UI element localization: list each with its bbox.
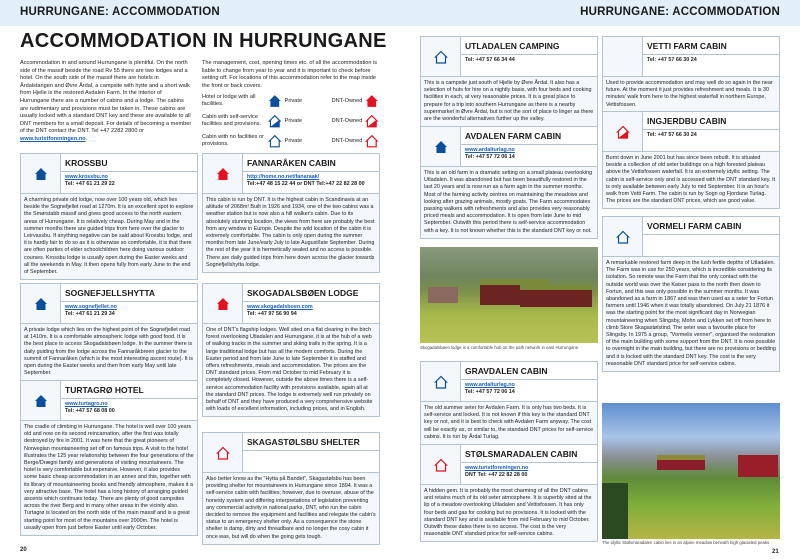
entry-name: UTLADALEN CAMPING [461,37,597,55]
entry-avdalen [420,126,598,239]
legend-row-full [202,91,382,111]
entry-link[interactable]: www.turtagro.no [65,401,108,407]
house-full-private-icon [268,94,282,108]
legend-row-empty [202,131,382,151]
house-empty-dnt-icon [203,433,243,472]
house-empty-dnt-icon [365,134,379,148]
entry-skogadalsboen [202,283,380,417]
entry-tel: Tel:+47 48 15 22 44 or DNT Tel:+47 22 82 28 00 [247,181,365,187]
legend-label: Cabin with no facilities or provisions. [202,134,264,147]
entry-stolsmaradalen [420,444,598,542]
entry-name: AVDALEN FARM CABIN [461,127,597,145]
entry-name: VORMELI FARM CABIN [643,217,779,235]
house-full-private-icon [21,154,61,193]
entry-name: SOGNEFJELLSHYTTA [61,284,197,302]
house-full-dnt-icon [203,284,243,323]
intro-link[interactable]: www.turistforeningen.no [20,135,86,142]
intro-text: Accommodation in and around Hurrungane is plentiful. On the north side of the massif beside the road Rv 55 there are two lodges and a hotel. On the south side of the massif there are hotels in Årdalstangen and Øvre Årdal, a campsite with hytte and a short walk from Hjelle is the restored Avdalen Farm. In the interior of Hurrungane there are a number of cabins and a lodge. The cabins are rudimentary and provisions must be taken in. These cabins are usually locked with a standard DNT key and these are available to all DNT members for a small deposit. For details of becoming a member of the DNT contact the DNT. Tel +47 2282 2800 or [20,60,192,135]
photo-caption: Skogadalsbøen lodge is a comfortable hub on the path network in east Hurrungane. [420,345,580,350]
entry-name: INGJERDBU CABIN [643,112,779,130]
running-header-right [400,0,800,26]
entry-gravdalen [420,361,598,445]
entry-description: A remarkable restored farm deep in the lush fertile depths of Utladalen. The Farm was in use for 250 years, which is incredible considering its isolation. So remote was the Farm that the only contact with the outside world was over the Kaiser pass to the north then down to Fortun, and this was only possible in the summer months. It was abandoned as a farm in 1867 and was then used as a seter for Fortun farmers until 1946 when it was totally abandoned. On July 21 1876 it was the starting point for the most significant day in Norwegian mountaineering when Slingsby, Mohn and Lykken set off from here to climb Store Skagastølstind. The seter was a favourite place for Slingsby. In 1975 a group, "Vormelis venner", organised the restoration of the main building with some support from the DNT. It is now possible to overnight in the main building, but there are no provisions or bedding and it is locked with the standard DNT key. The cost is the very reasonable DNT standard price for self-service cabins. [606,260,776,367]
legend-private: Private [284,97,303,104]
entry-name: VETTI FARM CABIN [643,37,779,55]
entry-tel: DNT Tel: +47 22 82 28 00 [465,472,528,478]
entry-description: One of DNT's flagship lodges. Well sited on a flat clearing in the birch forest overlooking Utladalen and Hurrungane, it is at the hub of a web of walking tracks in the summer and skiing trails in the spring. It is a large traditional lodge but has all the modern comforts. During the Easter period and from late June to late September it is staffed and offers refreshments, meals and accommodation. The prices are the DNT standard prices. From mid October to mid February it is completely closed. However, outside the above times there is a self-service accommodation facility with provisions available, again all at the standard DNT prices. The lodge is extremely well run privately on behalf of DNT and they have produced a very comprehensive website with loads of excellent information, including prices, and in English. [206,327,373,413]
intro-column-2 [202,60,382,90]
house-empty-dnt-icon [421,445,461,484]
entry-link[interactable]: www.krossbu.no [65,174,108,180]
house-full-private-icon [421,127,461,166]
entry-krossbu [20,153,198,280]
entry-description: A private lodge which lies on the highest point of the Sognefjellet road at 1410m. It is a comfortable atmospheric lodge with good food. It is the best place to access Skogadalsbøen lodge. In the summer there is daily guiding from the lodge across the Fannaråkbreen glacier to the summit of Fannaråken (which is the most interesting ascent route). It is open during the Easter weeks and then from early May until late September. [24,327,193,377]
entry-tel: Tel: +47 57 66 30 24 [647,57,697,63]
house-full-dnt-icon [203,154,243,193]
entry-name: GRAVDALEN CABIN [461,362,597,380]
entry-link[interactable]: www.turistforeningen.no [465,465,529,471]
legend-dnt: DNT-Owned [331,117,363,124]
entry-tel: Tel: +47 57 66 30 24 [647,132,697,138]
legend-label: Cabin with self-service facilities and provisions. [202,114,262,127]
house-empty-private-icon [268,134,282,148]
entry-tel: Tel: +47 57 72 06 14 [465,154,515,160]
legend-private: Private [284,137,303,144]
entry-tel: Tel: +47 61 21 29 22 [65,181,115,187]
entry-tel: Tel: +47 57 66 34 44 [465,57,515,63]
entry-description: The old summer seter for Avdalen Farm. It is only has two beds. It is self-service and locked. It is not known if this key is the standard DNT key or not, and it is best to check with Avdalen Farm anyway. The cost will be exactly as, or similar to, the standard DNT prices for self-service cabins. It is run by Årdal Turlag. [424,405,594,440]
entry-link[interactable]: www.sognefjellet.no [65,304,117,310]
entry-name: STØLSMARADALEN CABIN [461,445,597,463]
running-header-right-text: HURRUNGANE: ACCOMMODATION [580,6,780,18]
entry-description: This cabin is run by DNT. It is the highest cabin in Scandinavia at an altitude of 2068m! Built in 1926 and 1934, one of the two cabins was a weather station but is now also a hill walker's cabin. Due to its absolutely stunning location, the views from here are probably the best from any window in Europe. Despite the wild location of the cabin it is extremely comfortable. The cabin is only open during the summer months from late June/early July to late August/late September. During the rest of the year it is hermetically sealed and no access is possible. There are daily guided trips from here down across the glacier towards Sognefjellshytta lodge. [206,197,375,268]
entry-turtagro [20,380,198,536]
legend-dnt: DNT-Owned [331,97,363,104]
intro-column-1: Accommodation in and around Hurrungane is plentiful. On the north side of the massif beside the road Rv 55 there are two lodges and a hotel. On the south side of the massif there are hotels in Årdalstangen and Øvre Årdal, a campsite with hytte and a short walk from Hjelle is the restored Avdalen Farm. In the interior of Hurrungane there are a number of cabins and a lodge. The cabins are rudimentary and provisions must be taken in. These cabins are usually locked with a standard DNT key and these are available to all DNT members for a small deposit. For details of becoming a member of the DNT contact the DNT. Tel +47 2282 2800 or www.turistforeningen.no. [20,60,192,142]
house-empty-private-icon [421,37,461,76]
entry-tel: Tel: +47 61 21 29 34 [65,311,115,317]
legend-row-half [202,111,382,131]
photo-skogadalsboen-lodge [420,247,598,343]
entry-link[interactable]: www.ardalturlag.no [465,382,515,388]
entry-link[interactable]: http://home.no.net/fanaraak/ [247,174,320,180]
entry-description: A hidden gem. It is probably the most charming of all the DNT cabins and retains much of its old seter atmosphere. It is superbly sited at the lip of a meadow overlooking Utladalen and Vettisfossen. It has only four beds and gas for cooking but no provisions. It is locked with the standard DNT key and is available from mid February to mid October. Outwith these dates there is no access. The cost is the very reasonable DNT standard price for self-service cabins. [424,488,592,538]
entry-tel: Tel: +47 57 68 08 00 [65,408,115,414]
entry-description: Burnt down in June 2001 but has since been rebuilt. It is situated beside a collection of old seter buildings on a high forested plateau above the Vettisfossen waterfall. It is an extremely idyllic setting. The cabin is self-service only and is accessed with the DNT standard key. It is only available between early July to mid September. It is an hour's walk from Vetti Farm. The cabin is run by Sogn og Fjordane Turlag. The prices are the standard DNT prices, which are good value. [606,155,776,205]
entry-vormeli [602,216,780,372]
entry-name: SKOGADALSBØEN LODGE [243,284,379,302]
entry-name: TURTAGRØ HOTEL [61,381,197,399]
page-title: ACCOMMODATION IN HURRUNGANE [20,30,387,52]
house-empty-private-icon [421,362,461,401]
entry-description: A charming private old lodge, now over 100 years old, which lies beside the Sognefjellet road at 1270m. It is an excellent spot to explore the Smørstabb massif and gives good access to the north eastern areas of Hurrungane. It is relatively cheap. During May and in the summer months there are guided trips from here over the glacier to Leirvassbu. If anything negative can be said about Krossbu lodge, and it is hardly fair to do so as it is otherwise so comfortable, it is that there are often parties of elder schoolchildren here doing various outdoor courses. Krossbu lodge is usually open during the Easter weeks and all the weekends in May. It then opens fully from early June to the end of September. [24,197,194,276]
entry-description: The cradle of climbing in Hurrungane. The hotel is well over 100 years old and now on its second reincarnation, after the first was totally destroyed by fire in 2001. It was here that the great pioneers of Norwegian mountaineering set off on famous trips. A visit to the hotel illustrates the 125 year relationship between the four generations of the Berge/Drægni family and generations of visiting mountaineers. The hotel is very comfortable but expensive. However, it also provides some basic cheap accommodation in an annex and this, together with its library of mountaineering books and friendly atmosphere, makes it a very attractive base. The hotel has a long history of arranging guided ascents which continues today. There are plenty of good campsites across the river Berg and in many other areas in the vicinity also. Turtagrø is located on the north side of the main massif and is a great starting point for most of the mountains over 2000m. The hotel is usually open from just before Easter until early October. [24,424,194,531]
intro-note: The management, cost, opening times etc. of all the accommodation is liable to change from year to year and it is important to check before setting off. For locations of this accommodation refer to the map inside the front or back covers. [202,60,378,89]
entry-fannaraken [202,153,380,273]
legend [202,91,382,151]
entry-name: FANNARÅKEN CABIN [243,154,379,172]
entry-skagastolsbu [202,432,380,545]
photo-caption: The idyllic Stølsmaradalen cabin lies in an alpine meadow beneath high glaciated peaks. [602,540,771,545]
house-empty-private-icon [603,217,643,256]
page-number-left: 20 [20,547,27,553]
entry-ingjerdbu [602,111,780,209]
house-half-dnt-icon [365,114,379,128]
entry-tel: Tel: +47 97 56 90 94 [247,311,297,317]
running-header-left-text: HURRUNGANE: ACCOMMODATION [20,6,220,18]
running-header-left [0,0,400,26]
entry-sognefjellshytta [20,283,198,381]
house-full-dnt-icon [365,94,379,108]
page-number-right: 21 [772,549,779,555]
entry-description: Used to provide accommodation and may well do so again in the near future. At the moment it just provides refreshment and meals. It is 30 minutes' walk from here to the highest waterfall in northern Europe, Vettisfossen. [606,80,773,108]
house-full-private-icon [21,284,61,323]
entry-utladalen [420,36,598,127]
entry-link[interactable]: www.ardalturlag.no [465,147,515,153]
house-half-private-icon [268,114,282,128]
entry-description: Also better know as the "Hytta på Bandet", Skagastølsbu has been providing shelter for mountaineers in Hurrungane since 1894. It was a self-service cabin with facilities; however, due to overuse, abuse of the honesty system and differing interpretations of legislation preventing any commercial activity in national parks, DNT, who run the cabin decided to remove the equipment and facilities and relegate the cabin's status to an emergency shelter only. As a consequence the stone shelter is damp, dirty and threadbare and no longer the cosy cabin it once was, but will do when the going gets tough. [206,476,376,540]
entry-name: KROSSBU [61,154,197,172]
legend-dnt: DNT-Owned [331,137,363,144]
entry-vetti [602,36,780,113]
house-half-dnt-icon [603,112,643,151]
entry-description: This is a campsite just south of Hjelle by Øvre Årdal. It also has a selection of huts for hire on a nightly basis, with four beds and cooking facilities in each, at very reasonable prices. It is a great place to prepare for a trip into southern Hurrungane as there is a nearby supermarket in Øvre Årdal, but is not the sort of place to linger as there are the wonderful alternatives further up the valley. [424,80,594,123]
entry-link[interactable]: www.skogadalsboen.com [247,304,313,310]
entry-name: SKAGASTØLSBU SHELTER [243,433,379,451]
entry-description: This is an old farm in a dramatic setting on a small plateau overlooking Utladalen. It was abandoned but has been beautifully restored in the last 20 years and is now run as a farm agin in the summer months. Most of the farming activity centres on maintaining the meadows and looking after grazing animals, mostly goats. The Farm accommodates passing walkers with refreshments and also provides very reasonably priced meals and accommodation. It is open from late June to mid September. Outwith this period there is self-service accommodation with a key. It is not known whether this is the standard DNT key or not. [424,170,593,234]
legend-label: Hotel or lodge with all facilities. [202,94,256,107]
house-full-private-icon [21,381,61,420]
photo-stolsmaradalen-cabin [602,403,780,539]
legend-private: Private [284,117,303,124]
entry-tel: Tel: +47 57 72 06 14 [465,389,515,395]
